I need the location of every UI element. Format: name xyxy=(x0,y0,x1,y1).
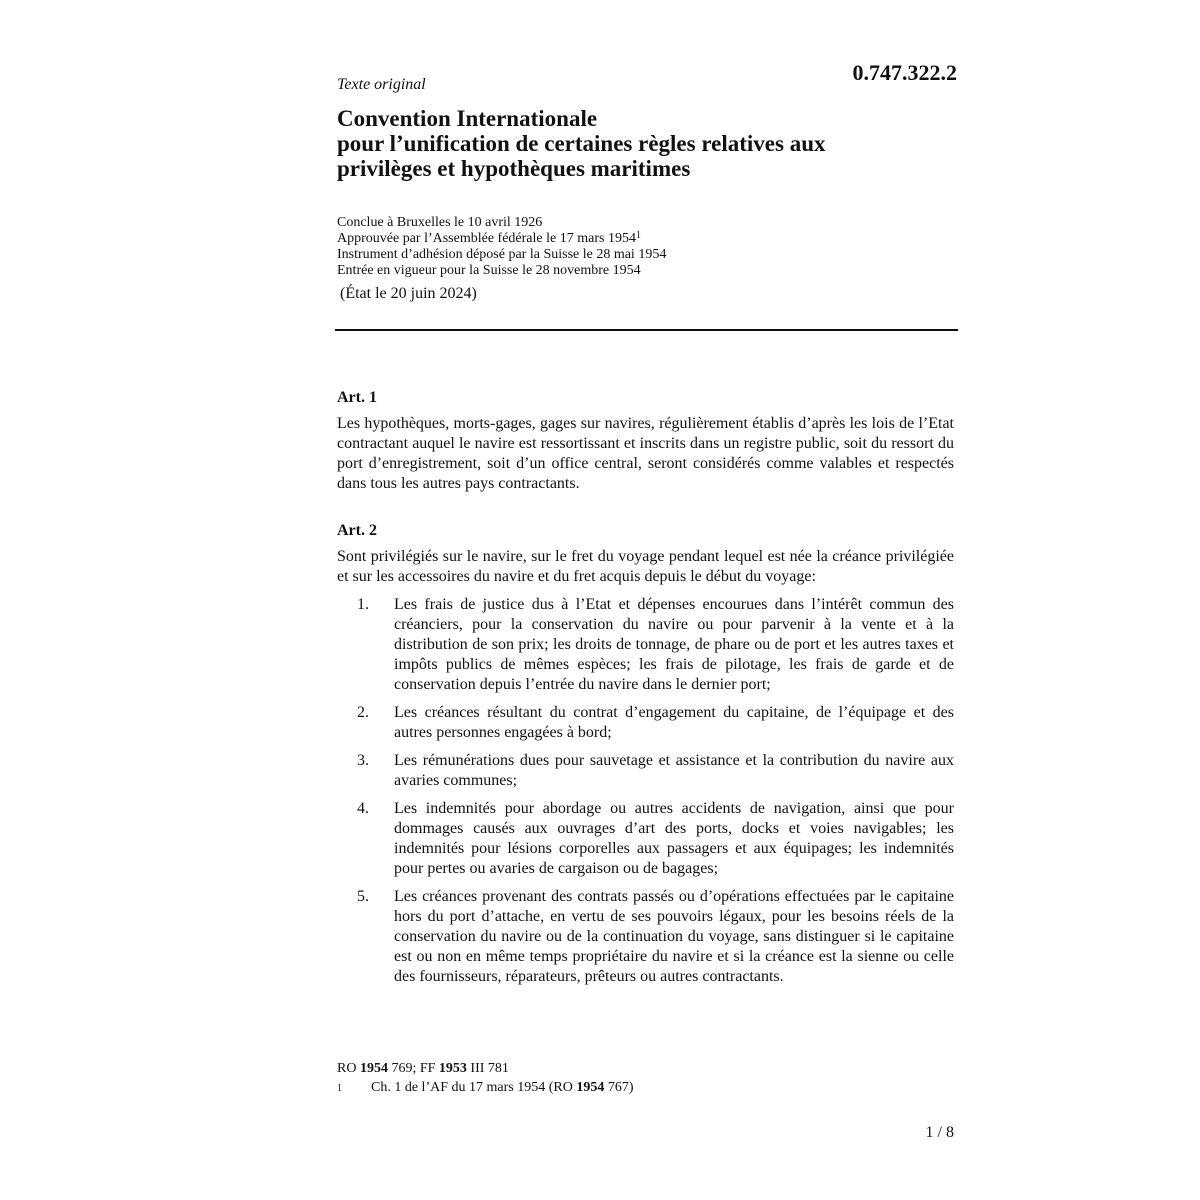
header-divider xyxy=(335,329,958,331)
source-reference xyxy=(337,1059,954,1078)
item-text: Les créances résultant du contrat d’engagement du capitaine, de l’équipage et des autres personnes engagées à bord; xyxy=(394,704,954,741)
list-item xyxy=(337,751,954,791)
item-number: 3. xyxy=(357,752,369,769)
footnotes xyxy=(337,1059,954,1098)
concluded-date: Conclue à Bruxelles le 10 avril 1926 xyxy=(337,215,543,230)
footnote-text-suffix: 767) xyxy=(604,1080,634,1095)
item-text: Les créances provenant des contrats passés ou d’opérations effectuées par le capitaine hors du port d’attache, en vertu de ses pouvoirs légaux, pour les besoins réels de la conservation du navire ou de la continuation du voyage, sans distinguer si le capitaine est ou non en même temps propriétaire du navire et si la créance est la sienne ou celle des fournisseurs, réparateurs, prêteurs ou autres contractants. xyxy=(394,888,954,985)
page-number: 1 / 8 xyxy=(925,1124,954,1141)
approved-text: Approuvée par l’Assemblée fédérale le 17 mars 1954 xyxy=(337,231,636,246)
title-line: privilèges et hypothèques maritimes xyxy=(337,156,691,181)
footnote-text-prefix: Ch. 1 de l’AF du 17 mars 1954 (RO xyxy=(371,1080,577,1095)
entry-into-force-date: Entrée en vigueur pour la Suisse le 28 novembre 1954 xyxy=(337,263,641,278)
state-date: (État le 20 juin 2024) xyxy=(340,285,477,302)
source-ro-year: 1954 xyxy=(359,1061,388,1076)
list-item xyxy=(337,703,954,743)
source-ro-prefix: RO xyxy=(337,1061,360,1076)
text-status: Texte original xyxy=(337,76,426,93)
document-body xyxy=(337,389,954,987)
footnote-year: 1954 xyxy=(576,1080,605,1095)
article-2 xyxy=(337,522,954,987)
source-ro-page: 769; FF xyxy=(387,1061,439,1076)
privilege-list xyxy=(337,595,954,987)
list-item xyxy=(337,887,954,987)
article-title: Art. 2 xyxy=(337,522,377,539)
document-header xyxy=(337,60,957,303)
footnote-text xyxy=(371,1078,634,1098)
list-item xyxy=(337,799,954,879)
footnote-ref[interactable]: 1 xyxy=(635,230,641,241)
article-1 xyxy=(337,389,954,494)
item-text: Les rémunérations dues pour sauvetage et assistance et la contribution du navire aux avaries communes; xyxy=(394,752,954,789)
item-text: Les frais de justice dus à l’Etat et dépenses encourues dans l’intérêt commun des créanciers, pour la conservation du navire ou pour parvenir à la vente et à la distribution de son prix; les droits de tonnage, de phare ou de port et les autres taxes et impôts publics de mêmes espèces; les frais de pilotage, les frais de garde et de conservation depuis l’entrée du navire dans le dernier port; xyxy=(394,596,954,693)
item-number: 1. xyxy=(357,596,369,613)
source-ff-year: 1953 xyxy=(438,1061,467,1076)
article-title: Art. 1 xyxy=(337,389,377,406)
title-line: pour l’unification de certaines règles relatives aux xyxy=(337,131,826,156)
article-text: Les hypothèques, morts-gages, gages sur navires, régulièrement établis d’après les lois de l’Etat contractant auquel le navire est ressortissant et inscrits dans un registre public, soit du ressort du port d’enregistrement, soit d’un office central, seront considérés comme valables et respectés dans tous les autres pays contractants. xyxy=(337,415,954,492)
sr-number: 0.747.322.2 xyxy=(852,60,957,85)
item-number: 4. xyxy=(357,800,369,817)
article-intro: Sont privilégiés sur le navire, sur le fret du voyage pendant lequel est née la créance privilégiée et sur les accessoires du navire et du fret acquis depuis le début du voyage: xyxy=(337,548,954,585)
item-number: 2. xyxy=(357,704,369,721)
treaty-metadata xyxy=(337,215,957,279)
item-text: Les indemnités pour abordage ou autres accidents de navigation, ainsi que pour dommages causés aux ouvrages d’art des ports, docks et voies navigables; les indemnités pour lésions corporelles aux passagers et aux équipages; les indemnités pour pertes ou avaries de cargaison ou de bagages; xyxy=(394,800,954,877)
approved-date xyxy=(337,231,957,247)
document-title xyxy=(337,106,957,181)
accession-date: Instrument d’adhésion déposé par la Suisse le 28 mai 1954 xyxy=(337,247,667,262)
footnote xyxy=(337,1078,954,1098)
item-number: 5. xyxy=(357,888,369,905)
source-ff-rest: III 781 xyxy=(466,1061,509,1076)
footnote-mark: 1 xyxy=(337,1083,342,1094)
title-line: Convention Internationale xyxy=(337,106,598,131)
list-item xyxy=(337,595,954,695)
